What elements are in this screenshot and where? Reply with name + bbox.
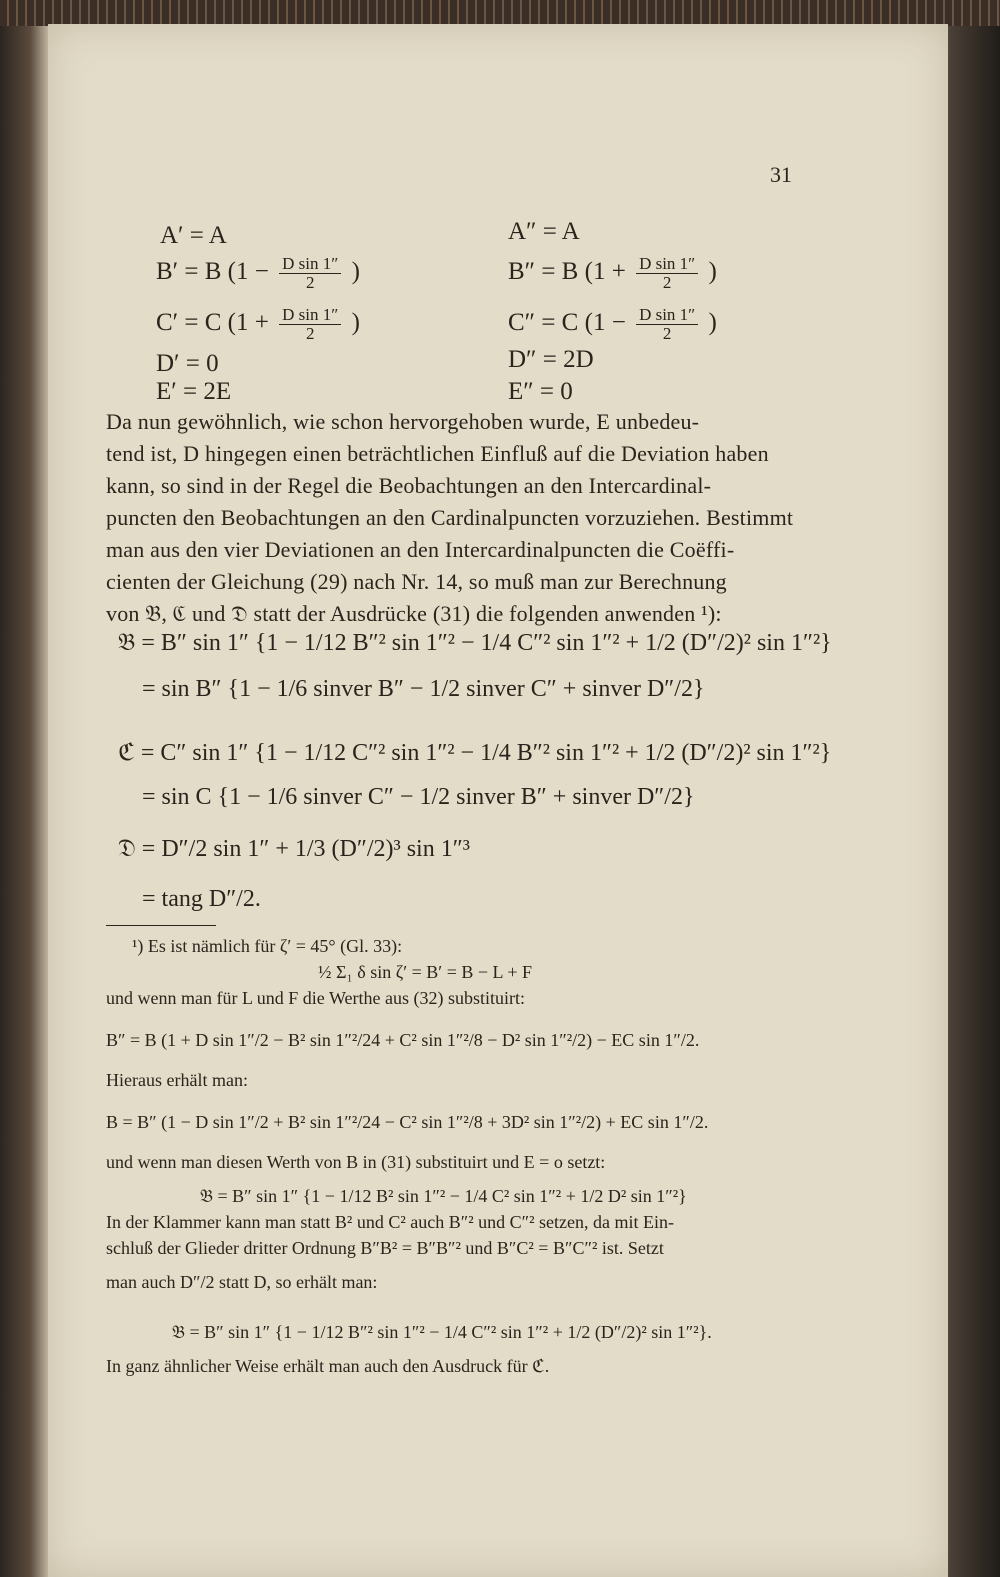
footnote-line: und wenn man für L und F die Werthe aus (32) substituirt: [106,988,525,1008]
eq-c-prime-lhs: C′ = C [156,309,222,337]
footnote-line: ½ Σ₁ δ sin ζ′ = B′ = B − L + F [318,962,533,982]
frac-den: 2 [305,323,315,343]
eq-c-double-lhs: C″ = C [508,309,579,337]
eq-b-prime [156,255,360,292]
footnote-line: und wenn man diesen Werth von B in (31) substituirt und E = o setzt: [106,1152,606,1172]
eq-b-double-close: ) [708,258,717,286]
footnote-line: Hieraus erhält man: [106,1070,248,1090]
frac-den: 2 [662,272,672,292]
formula-d-1: 𝔇 = D″/2 sin 1″ + 1/3 (D″/2)³ sin 1″³ [118,836,470,862]
frac-dsin [636,306,698,343]
frac-num: D sin 1″ [279,255,341,274]
footnote-line: In ganz ähnlicher Weise erhält man auch den Ausdruck für ℭ. [106,1356,550,1376]
text-line: Da nun gewöhnlich, wie schon hervorgehoben wurde, E unbedeu- [106,409,700,434]
eq-b-prime-lhs: B′ = B [156,258,222,286]
formula-b-1: 𝔅 = B″ sin 1″ {1 − 1/12 B″² sin 1″² − 1/4 C″² sin 1″² + 1/2 (D″/2)² sin 1″²} [118,630,832,656]
footnote-formula: 𝔅 = B″ sin 1″ {1 − 1/12 B² sin 1″² − 1/4 C² sin 1″² + 1/2 D² sin 1″²} [200,1186,687,1206]
eq-d-double: D″ = 2D [508,346,594,373]
text-line: tend ist, D hingegen einen beträchtlichen Einfluß auf die Deviation haben [106,441,769,466]
footnote-line: schluß der Glieder dritter Ordnung B″B² = B″B″² und B″C² = B″C″² ist. Setzt [106,1238,664,1258]
eq-a-double: A″ = A [508,218,580,245]
frac-dsin [279,255,341,292]
footnote-line: man auch D″/2 statt D, so erhält man: [106,1272,378,1292]
frac-den: 2 [662,323,672,343]
eq-c-prime-close: ) [351,309,360,337]
frac-dsin [636,255,698,292]
footnote-formula: B = B″ (1 − D sin 1″/2 + B² sin 1″²/24 − C² sin 1″²/8 + 3D² sin 1″²/2) + EC sin 1″/2. [106,1112,709,1132]
formula-b-2: = sin B″ {1 − 1/6 sinver B″ − 1/2 sinver C″ + sinver D″/2} [142,676,705,702]
formula-c-1: ℭ = C″ sin 1″ {1 − 1/12 C″² sin 1″² − 1/4 B″² sin 1″² + 1/2 (D″/2)² sin 1″²} [118,740,832,766]
text-line: cienten der Gleichung (29) nach Nr. 14, so muß man zur Berechnung [106,569,727,594]
eq-c-double [508,306,717,343]
formula-d-2: = tang D″/2. [142,886,261,912]
eq-b-prime-close: ) [351,258,360,286]
book-edge [0,0,1000,26]
eq-b-double [508,255,717,292]
page-number: 31 [770,162,792,187]
footnote-line: In der Klammer kann man statt B² und C² auch B″² und C″² setzen, da mit Ein- [106,1212,674,1232]
formula-c-2: = sin C {1 − 1/6 sinver C″ − 1/2 sinver B″ + sinver D″/2} [142,784,695,810]
eq-c-prime [156,306,360,343]
text-line: man aus den vier Deviationen an den Intercardinalpuncten die Coëffi- [106,537,735,562]
eq-c-double-close: ) [708,309,717,337]
eq-e-prime: E′ = 2E [156,378,232,405]
footnote-rule [106,925,216,926]
frac-num: D sin 1″ [636,255,698,274]
frac-num: D sin 1″ [279,306,341,325]
frac-dsin [279,306,341,343]
footnote-formula: B″ = B (1 + D sin 1″/2 − B² sin 1″²/24 + C² sin 1″²/8 − D² sin 1″²/2) − EC sin 1″/2. [106,1030,700,1050]
frac-den: 2 [305,272,315,292]
text-line: von 𝔅, ℭ und 𝔇 statt der Ausdrücke (31) die folgenden anwenden ¹): [106,601,722,626]
eq-c-double-open: (1 − [584,309,626,337]
eq-b-prime-open: (1 − [227,258,269,286]
eq-b-double-lhs: B″ = B [508,258,579,286]
paragraph-main [106,406,806,630]
eq-d-prime: D′ = 0 [156,350,219,377]
footnote-line: ¹) Es ist nämlich für ζ′ = 45° (Gl. 33): [132,936,403,956]
eq-a-prime: A′ = A [160,222,227,249]
frac-num: D sin 1″ [636,306,698,325]
text-line: kann, so sind in der Regel die Beobachtungen an den Intercardinal- [106,473,712,498]
eq-b-double-open: (1 + [584,258,626,286]
text-line: puncten den Beobachtungen an den Cardinalpuncten vorzuziehen. Bestimmt [106,505,794,530]
footnote-formula: 𝔅 = B″ sin 1″ {1 − 1/12 B″² sin 1″² − 1/4 C″² sin 1″² + 1/2 (D″/2)² sin 1″²}. [172,1322,712,1342]
eq-c-prime-open: (1 + [227,309,269,337]
eq-e-double: E″ = 0 [508,378,573,405]
